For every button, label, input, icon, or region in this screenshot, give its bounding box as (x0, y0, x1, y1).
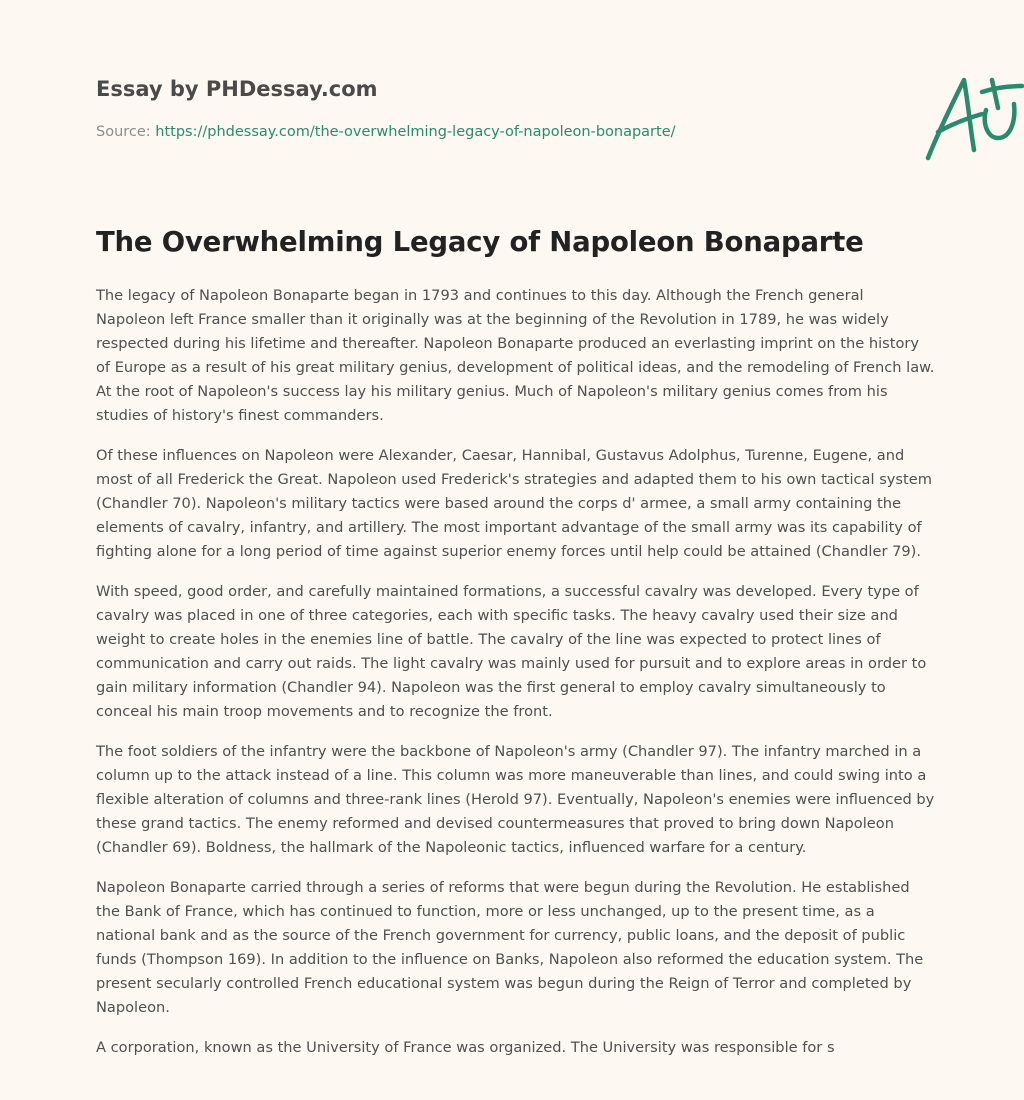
essay-paragraph: The foot soldiers of the infantry were the backbone of Napoleon's army (Chandler 97). The infantry marched in a column up to the attack instead of a line. This column was more maneuverable than lines, and could swing into a flexible alteration of columns and three-rank lines (Herold 97). Eventually, Napoleon's enemies were influenced by these grand tactics. The enemy reformed and devised countermeasures that proved to bring down Napoleon (Chandler 69). Boldness, the hallmark of the Napoleonic tactics, influenced warfare for a century. (96, 743, 935, 856)
essay-body (96, 284, 936, 1076)
essay-paragraph: The legacy of Napoleon Bonaparte began in 1793 and continues to this day. Although the French general Napoleon left France smaller than it originally was at the beginning of the Revolution in 1789, he was widely respected during his lifetime and thereafter. Napoleon Bonaparte produced an everlasting imprint on the history of Europe as a result of his great military genius, development of political ideas, and the remodeling of French law. At the root of Napoleon's success lay his military genius. Much of Napoleon's military genius comes from his studies of history's finest commanders. (96, 287, 935, 424)
essay-paragraph: Napoleon Bonaparte carried through a series of reforms that were begun during the Revolution. He established the Bank of France, which has continued to function, more or less unchanged, up to the present time, as a national bank and as the source of the French government for currency, public loans, and the deposit of public funds (Thompson 169). In addition to the influence on Banks, Napoleon also reformed the education system. The present secularly controlled French educational system was begun during the Reign of Terror and completed by Napoleon. (96, 879, 924, 1016)
essay-paragraph: With speed, good order, and carefully maintained formations, a successful cavalry was developed. Every type of cavalry was placed in one of three categories, each with specific tasks. The heavy cavalry used their size and weight to create holes in the enemies line of battle. The cavalry of the line was expected to protect lines of communication and carry out raids. The light cavalry was mainly used for pursuit and to explore areas in order to gain military information (Chandler 94). Napoleon was the first general to employ cavalry simultaneously to conceal his main troop movements and to recognize the front. (96, 583, 927, 720)
source-line (96, 124, 676, 140)
a-plus-logo-icon (918, 66, 1024, 166)
essay-paragraph: Of these influences on Napoleon were Alexander, Caesar, Hannibal, Gustavus Adolphus, Turenne, Eugene, and most of all Frederick the Great. Napoleon used Frederick's strategies and adapted them to his own tactical system (Chandler 70). Napoleon's military tactics were based around the corps d' armee, a small army containing the elements of cavalry, infantry, and artillery. The most important advantage of the small army was its capability of fighting alone for a long period of time against superior enemy forces until help could be attained (Chandler 79). (96, 447, 932, 560)
source-link[interactable]: https://phdessay.com/the-overwhelming-legacy-of-napoleon-bonaparte/ (155, 124, 676, 140)
essay-title: The Overwhelming Legacy of Napoleon Bonaparte (96, 226, 864, 258)
brand-title: Essay by PHDessay.com (96, 77, 378, 101)
source-label: Source: (96, 124, 156, 140)
essay-paragraph: A corporation, known as the University of France was organized. The University was responsible for s (96, 1039, 835, 1056)
